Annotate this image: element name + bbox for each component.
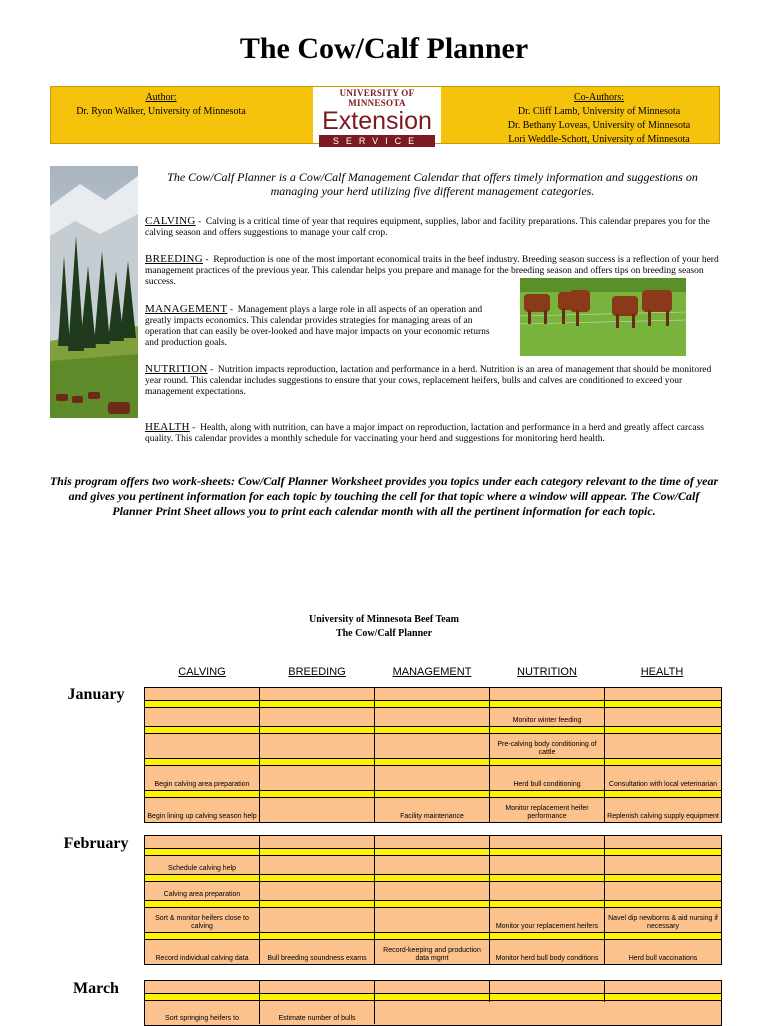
month-grid-february [144, 835, 722, 965]
calendar-cell[interactable] [490, 1001, 605, 1002]
calendar-cell[interactable] [375, 836, 490, 848]
calendar-cell[interactable] [375, 708, 490, 726]
row-divider [145, 849, 721, 856]
calendar-cell[interactable] [375, 1001, 490, 1002]
row-divider [145, 791, 721, 798]
calendar-cell[interactable]: Record individual calving data [145, 940, 260, 964]
calendar-cell[interactable] [490, 882, 605, 900]
calendar-cell[interactable] [375, 981, 490, 993]
row-divider [145, 701, 721, 708]
calendar-cell[interactable]: Pre-calving body conditioning of cattle [490, 734, 605, 758]
month-label-january: January [67, 686, 125, 703]
calendar-cell[interactable]: Begin calving area preparation [145, 766, 260, 790]
coauthor-name: Dr. Cliff Lamb, University of Minnesota [517, 106, 681, 117]
calendar-cell[interactable]: Calving area preparation [145, 882, 260, 900]
nutrition-text: Nutrition impacts reproduction, lactation and performance in a herd. Nutrition is an area of management that should be monitored year round. This calendar includes suggestions to ensure that your cows, replacement heifers, bulls and calves are conditioned to exceed your management expectations. [145, 365, 712, 397]
coauthor-header: Co-Authors: [574, 92, 624, 103]
intro-text: The Cow/Calf Planner is a Cow/Calf Management Calendar that offers timely information and suggestions on managing your herd utilizing five different management categories. [167, 170, 698, 198]
calendar-cell[interactable]: Replenish calving supply equipment [607, 813, 719, 820]
page-title: The Cow/Calf Planner [239, 32, 529, 65]
breeding-label: BREEDING [145, 253, 204, 265]
calendar-cell[interactable] [375, 688, 490, 700]
calendar-cell[interactable] [260, 981, 375, 993]
calendar-cell[interactable] [375, 882, 490, 900]
table-row [145, 882, 721, 901]
table-row [145, 836, 721, 849]
logo-university: UNIVERSITY OF MINNESOTA [339, 88, 415, 108]
row-divider [145, 901, 721, 908]
calendar-cell[interactable]: Sort & monitor heifers close to calving [145, 908, 260, 932]
table-row [145, 1001, 721, 1026]
calendar-cell[interactable] [260, 734, 375, 758]
month-label-march: March [73, 980, 119, 997]
calendar-cell[interactable] [260, 856, 375, 874]
planner-subtitle: The Cow/Calf Planner [335, 628, 433, 639]
calendar-cell[interactable] [260, 688, 375, 700]
calendar-cell[interactable]: Consultation with local veterinarian [608, 781, 718, 788]
calendar-cell[interactable] [375, 908, 490, 932]
calendar-cell[interactable]: Monitor winter feeding [490, 708, 605, 726]
breeding-text: Reproduction is one of the most important economical traits in the beef industry. Breeding season success is a reflection of your herd management practices of the previous year. This calendar helps you prepare and manage for the breeding season and offers tips on breeding season success. [145, 255, 719, 287]
coauthor-block [479, 91, 719, 147]
calendar-cell[interactable] [145, 688, 260, 700]
author-name: Dr. Ryon Walker, University of Minnesota [76, 106, 246, 117]
month-label-february: February [63, 835, 129, 852]
extension-logo [313, 87, 441, 146]
cattle-photo [520, 278, 686, 356]
calendar-cell[interactable] [260, 882, 375, 900]
calendar-cell[interactable]: Sort springing heifers to [145, 1001, 260, 1024]
calendar-cell[interactable]: Monitor your replacement heifers [490, 908, 605, 932]
column-header-nutrition: NUTRITION [517, 666, 577, 678]
row-divider [145, 759, 721, 766]
calendar-cell[interactable] [145, 836, 260, 848]
column-header-health: HEALTH [640, 666, 684, 678]
calving-text: Calving is a critical time of year that requires equipment, supplies, labor and facility preparations. This calendar prepares you for the calving season and offers suggestions to manage your calf crop. [145, 217, 710, 238]
calendar-cell[interactable]: Facility maintenance [375, 798, 490, 822]
nutrition-label: NUTRITION [145, 363, 208, 375]
table-row [145, 908, 721, 933]
beef-team-label: University of Minnesota Beef Team [309, 614, 459, 625]
management-description: MANAGEMENT - Management plays a large role in all aspects of an operation and greatly impacts economics. This calendar provides strategies for managing areas of an operation that can easily be over-looked and have major impacts on your economic returns and production goals. [145, 303, 490, 348]
calendar-cell[interactable] [605, 1001, 721, 1002]
calendar-cell[interactable]: Bull breeding soundness exams [260, 940, 375, 964]
calendar-cell[interactable] [260, 908, 375, 932]
calendar-cell[interactable] [375, 766, 490, 790]
month-grid-january [144, 687, 722, 823]
calendar-cell[interactable]: Herd bull vaccinations [628, 955, 698, 962]
table-row [145, 940, 721, 965]
column-header-breeding: BREEDING [288, 666, 346, 678]
coauthor-name: Lori Weddle-Schott, University of Minnesota [508, 134, 690, 145]
calendar-cell[interactable] [605, 981, 721, 993]
table-row [145, 734, 721, 759]
breeding-description: BREEDING - Reproduction is one of the most important economical traits in the beef industry. Breeding season success is a reflection of your herd management practices of the previous year. This calendar helps you prepare and manage for the breeding season and offers tips on breeding season success. [145, 253, 719, 287]
column-header-calving: CALVING [178, 666, 226, 678]
row-divider [145, 994, 721, 1001]
calendar-cell[interactable] [490, 856, 605, 874]
table-row [145, 688, 721, 701]
health-text: Health, along with nutrition, can have a major impact on reproduction, lactation and performance in a herd and greatly affect carcass quality. This calendar provides a monthly schedule for vaccinating your herd and suggestions for monitoring herd health. [145, 423, 704, 444]
calendar-cell[interactable]: Begin lining up calving season help [145, 798, 260, 822]
table-row [145, 798, 721, 823]
calendar-cell[interactable]: Monitor replacement heifer performance [490, 798, 605, 822]
table-row [145, 766, 721, 791]
calendar-cell[interactable]: Monitor herd bull body conditions [490, 940, 605, 964]
row-divider [145, 875, 721, 882]
table-row [145, 981, 721, 994]
table-row [145, 708, 721, 727]
author-block [51, 91, 271, 119]
calendar-cell[interactable] [145, 981, 260, 993]
calendar-cell[interactable] [490, 688, 605, 700]
coauthor-name: Dr. Bethany Loveas, University of Minnesota [507, 120, 691, 131]
calendar-cell[interactable]: Record-keeping and production data mgmt [375, 940, 490, 964]
calendar-cell[interactable] [605, 734, 721, 758]
table-row [145, 856, 721, 875]
health-label: HEALTH [145, 421, 190, 433]
pasture-photo [50, 166, 138, 418]
calendar-cell[interactable] [260, 766, 375, 790]
logo-service: SERVICE [319, 135, 435, 147]
column-header-management: MANAGEMENT [392, 666, 472, 678]
calendar-cell[interactable] [145, 734, 260, 758]
calendar-cell[interactable] [605, 688, 721, 700]
calendar-cell[interactable] [260, 708, 375, 726]
management-label: MANAGEMENT [145, 303, 228, 315]
nutrition-description: NUTRITION - Nutrition impacts reproduction, lactation and performance in a herd. Nutrition is an area of management that should be monitored year round. This calendar includes suggestions to ensure that your cows, replacement heifers, bulls and calves are conditioned to exceed your management expectations. [145, 363, 712, 397]
calendar-cell[interactable] [145, 708, 260, 726]
calendar-cell[interactable] [490, 836, 605, 848]
row-divider [145, 727, 721, 734]
calendar-cell[interactable] [260, 836, 375, 848]
author-header: Author: [145, 92, 177, 103]
calendar-cell[interactable] [260, 798, 375, 822]
calendar-cell[interactable]: Estimate number of bulls [260, 1001, 375, 1024]
calendar-cell[interactable] [490, 981, 605, 993]
month-grid-march [144, 980, 722, 1026]
calendar-cell[interactable] [605, 708, 721, 726]
calving-label: CALVING [145, 215, 196, 227]
calendar-cell[interactable] [605, 836, 721, 848]
author-banner [50, 86, 720, 144]
logo-extension: Extension [322, 107, 432, 135]
calving-description: CALVING - Calving is a critical time of year that requires equipment, supplies, labor and facility preparations. This calendar prepares you for the calving season and offers suggestions to manage your calf crop. [145, 215, 710, 238]
calendar-cell[interactable] [375, 856, 490, 874]
calendar-cell[interactable]: Herd bull conditioning [490, 766, 605, 790]
calendar-cell[interactable]: Schedule calving help [145, 856, 260, 874]
calendar-cell[interactable]: Navel dip newborns & aid nursing if necessary [608, 915, 718, 930]
row-divider [145, 933, 721, 940]
calendar-cell[interactable] [605, 882, 721, 900]
program-description: This program offers two work-sheets: Cow/Calf Planner Worksheet provides you topics under each category relevant to the time of year and gives you pertinent information for each topic by touching the cell for that topic where a window will appear. The Cow/Calf Planner Print Sheet allows you to print each calendar month with all the pertinent information for each topic. [49, 474, 719, 518]
calendar-cell[interactable] [605, 856, 721, 874]
calendar-cell[interactable] [375, 734, 490, 758]
management-text: Management plays a large role in all aspects of an operation and greatly impacts economics. This calendar provides strategies for managing areas of an operation that can easily be over-looked and have major impacts on your economic returns and production goals. [145, 305, 490, 348]
health-description: HEALTH - Health, along with nutrition, can have a major impact on reproduction, lactation and performance in a herd and greatly affect carcass quality. This calendar provides a monthly schedule for vaccinating your herd and suggestions for monitoring herd health. [145, 421, 704, 444]
